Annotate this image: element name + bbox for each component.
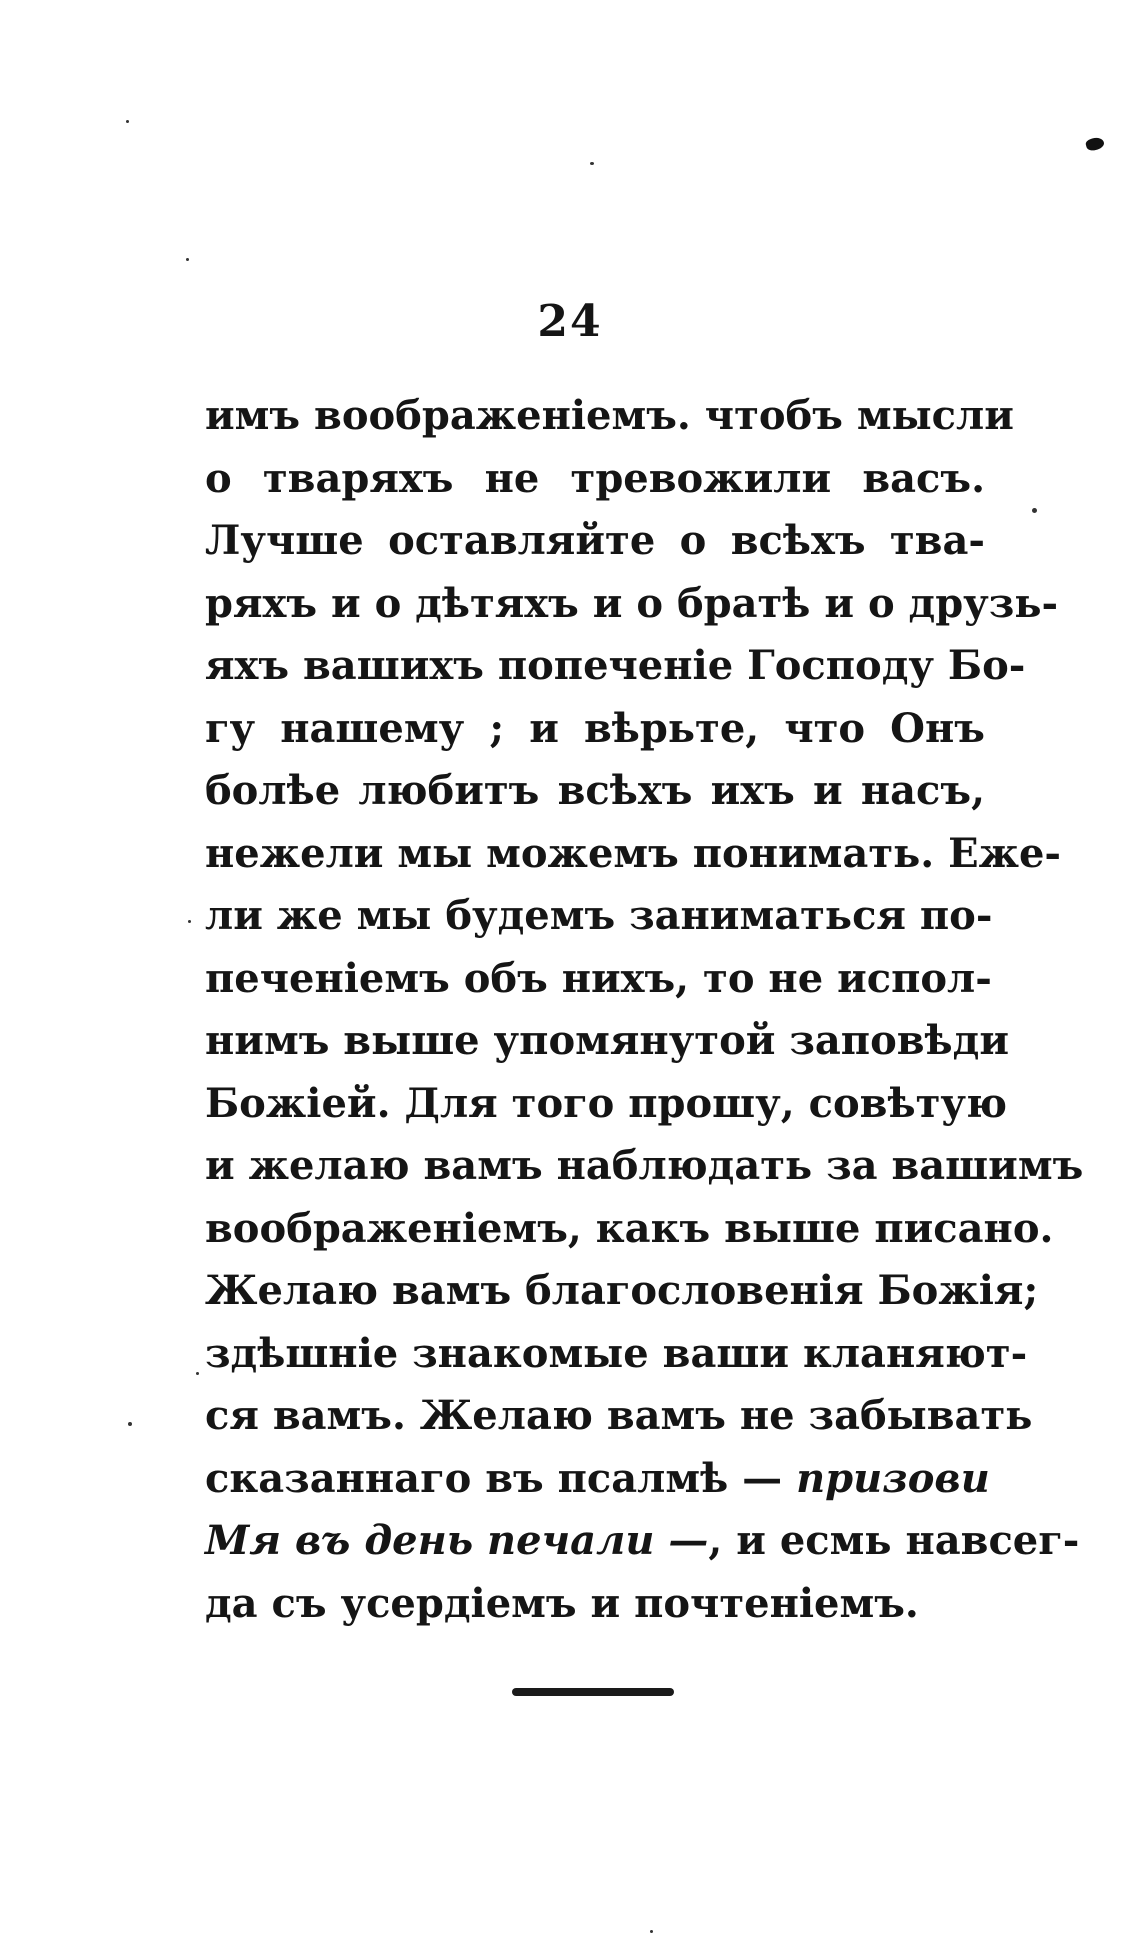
text-line: ся вамъ. Желаю вамъ не забывать: [205, 1392, 1033, 1439]
page-number: 24: [537, 296, 603, 347]
text-line: Желаю вамъ благословенія Божія;: [205, 1267, 1039, 1314]
italic-quote: Мя въ день печали —: [205, 1517, 709, 1564]
text-line: болѣе любитъ всѣхъ ихъ и насъ,: [205, 767, 985, 814]
text-line: нимъ выше упомянутой заповѣди: [205, 1017, 1010, 1064]
paper-speck: [126, 120, 129, 123]
text-line: и желаю вамъ наблюдать за вашимъ: [205, 1142, 1084, 1189]
text-line: яхъ вашихъ попеченіе Господу Бо-: [205, 642, 1026, 689]
paper-speck: [128, 1422, 132, 1426]
text-line: ли же мы будемъ заниматься по-: [205, 892, 993, 939]
text-line: о тваряхъ не тревожили васъ.: [205, 454, 985, 502]
text-line: сказаннаго въ псалмѣ — призови: [205, 1454, 990, 1502]
text-line: печеніемъ объ нихъ, то не испол-: [205, 954, 992, 1002]
text-line: гу нашему ; и вѣрьте, что Онъ: [205, 704, 985, 752]
text-line: нежели мы можемъ понимать. Еже-: [205, 829, 1062, 877]
text-line: да съ усердіемъ и почтеніемъ.: [205, 1579, 919, 1627]
paper-speck: [188, 920, 191, 923]
body-text: [205, 385, 1084, 1635]
text-line: Лучше оставляйте о всѣхъ тва-: [205, 517, 985, 564]
ink-blot-mark: [1085, 136, 1105, 152]
text-line: имъ воображеніемъ. чтобъ мысли: [205, 392, 1014, 439]
text-line: воображеніемъ, какъ выше писано.: [205, 1204, 1054, 1252]
paper-speck: [1032, 508, 1037, 513]
paper-speck: [590, 162, 594, 165]
paper-speck: [650, 1930, 653, 1933]
section-end-rule: [512, 1688, 674, 1696]
paper-speck: [186, 258, 189, 261]
text-line: Мя въ день печали —, и есмь навсег-: [205, 1517, 1080, 1564]
text-line: ряхъ и о дѣтяхъ и о братѣ и о друзь-: [205, 579, 1059, 627]
paper-speck: [196, 1372, 199, 1375]
italic-quote: призови: [796, 1454, 990, 1502]
text-line: здѣшніе знакомые ваши кланяют-: [205, 1329, 1028, 1377]
text-line: Божіей. Для того прошу, совѣтую: [205, 1079, 1007, 1127]
